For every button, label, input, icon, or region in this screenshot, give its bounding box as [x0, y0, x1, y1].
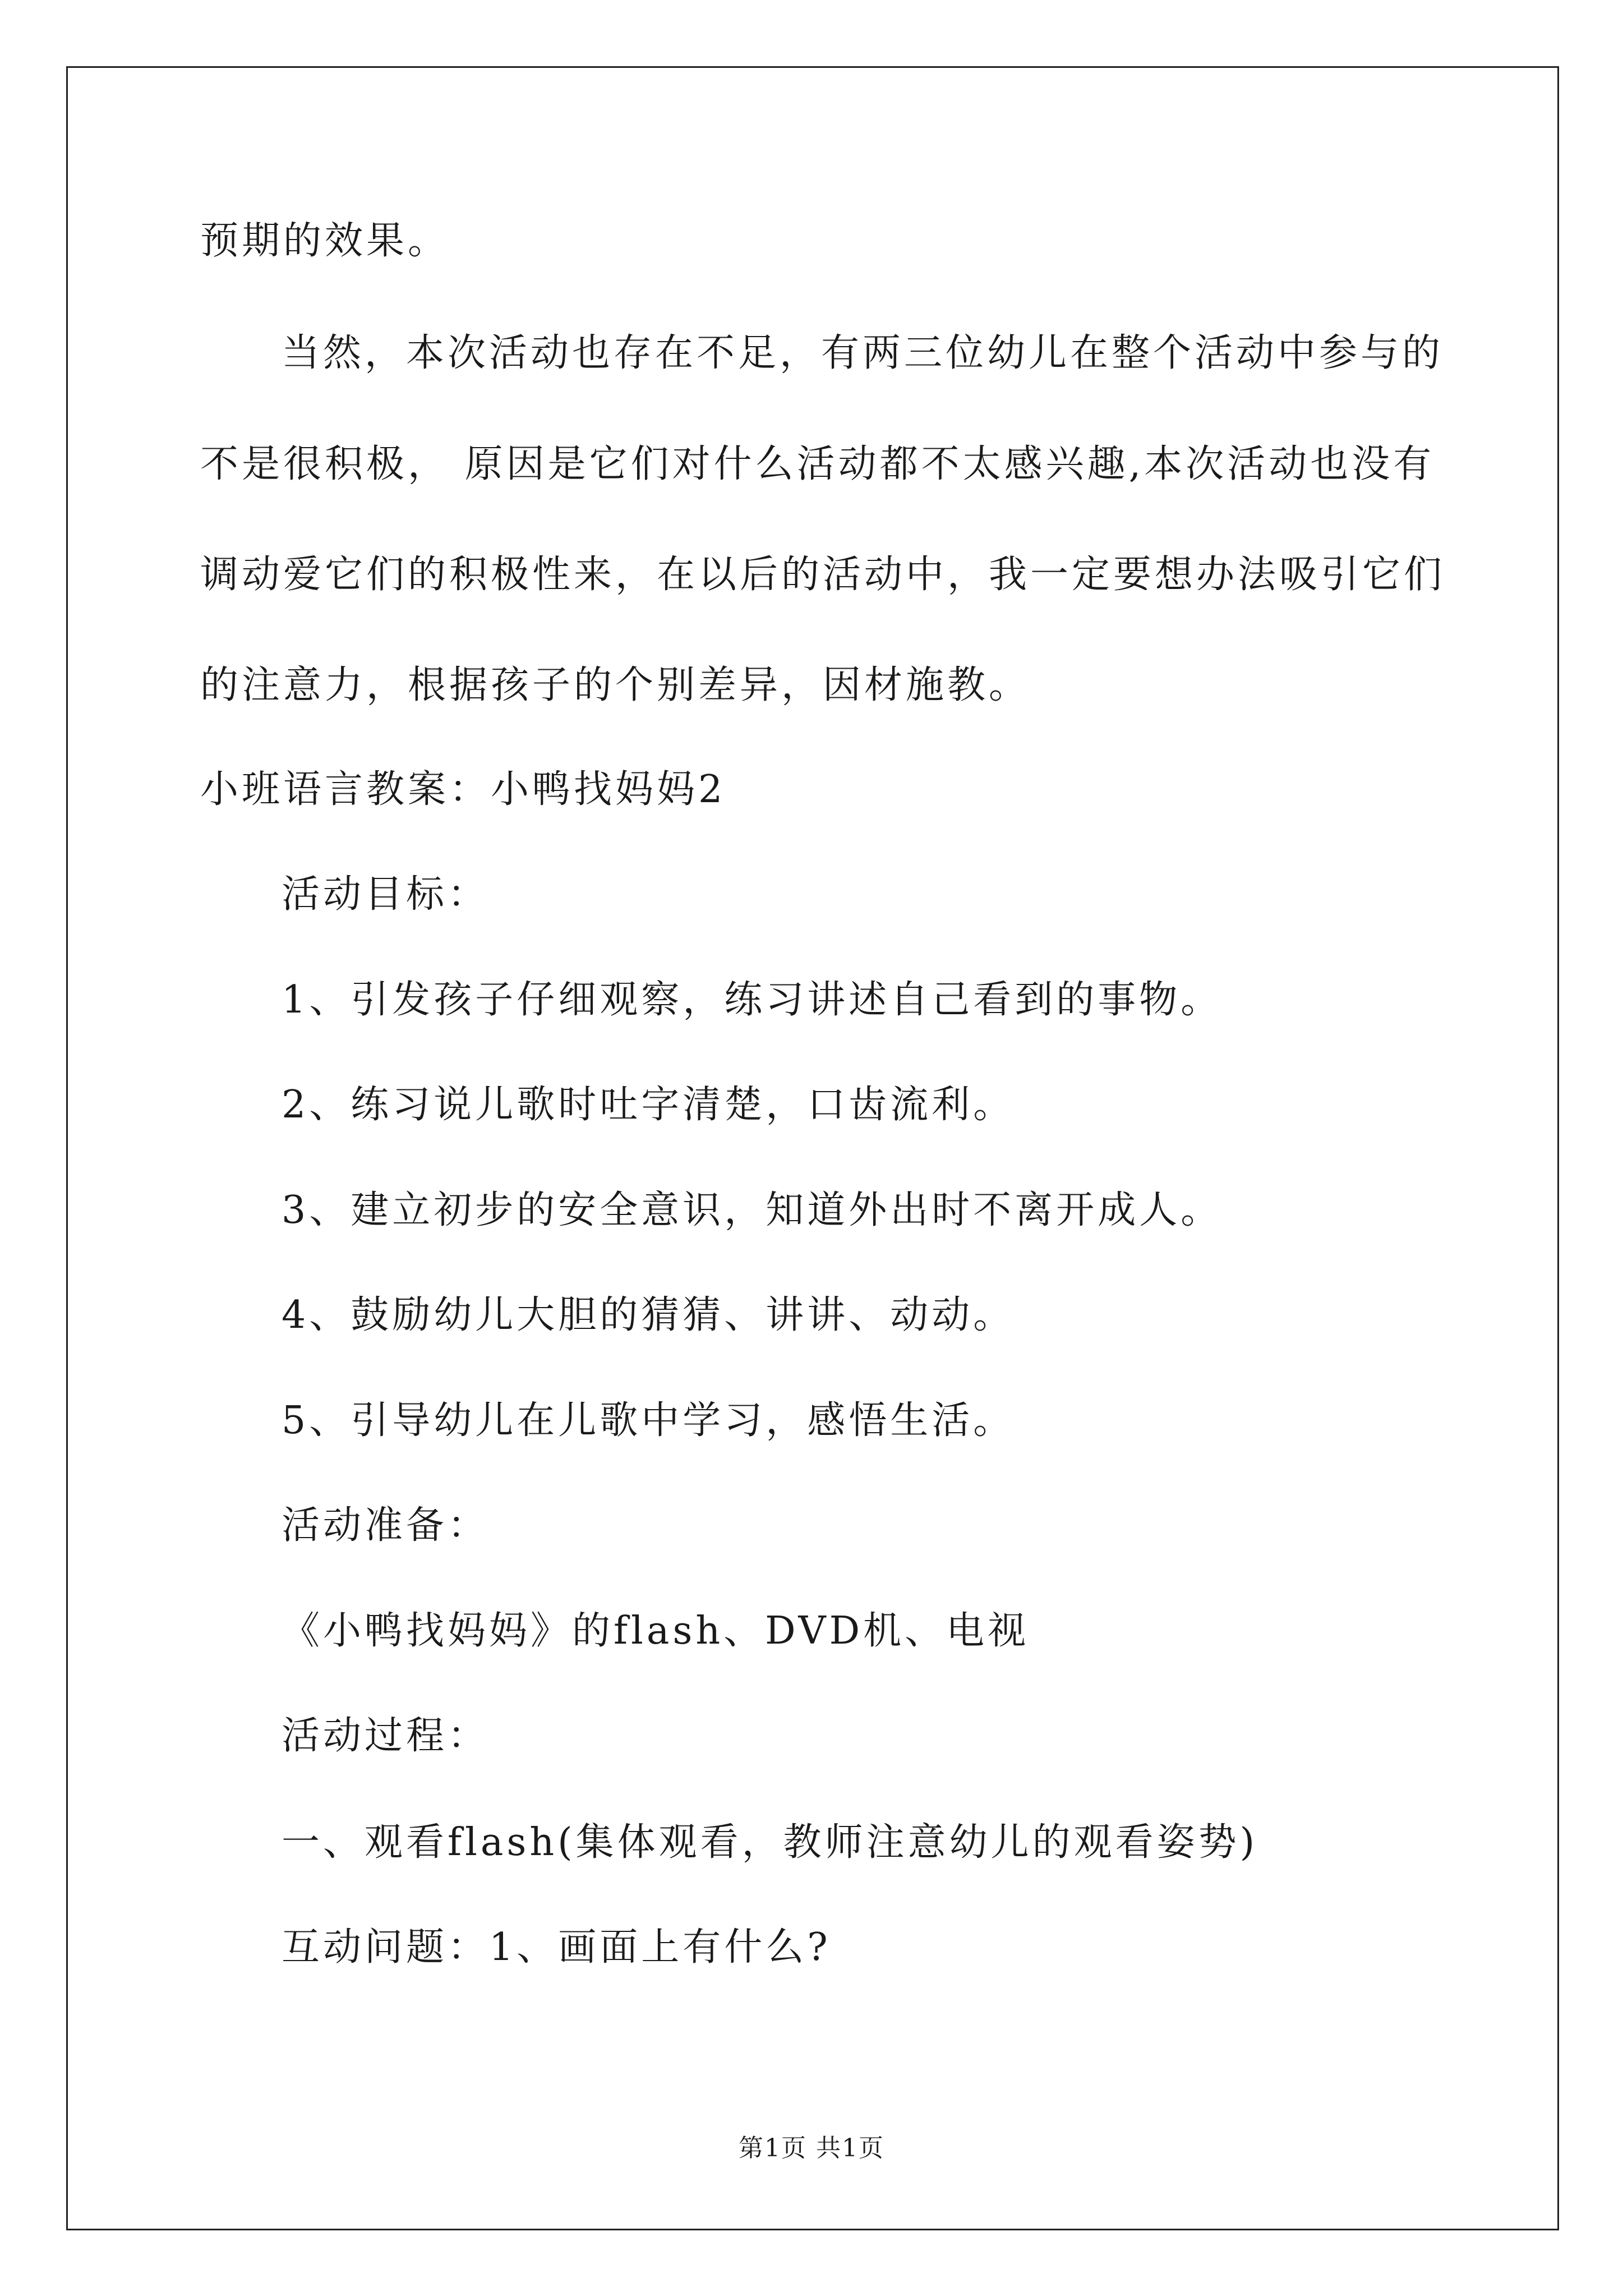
section-heading: 活动目标： [282, 872, 490, 917]
list-item: 2、练习说儿歌时吐字清楚，口齿流利。 [282, 1083, 1015, 1127]
list-item: 4、鼓励幼儿大胆的猜猜、讲讲、动动。 [282, 1293, 1015, 1337]
paragraph-line: 当然，本次活动也存在不足，有两三位幼儿在整个活动中参与的 [282, 331, 1444, 375]
paragraph-line: 不是很积极， 原因是它们对什么活动都不太感兴趣,本次活动也没有 [200, 442, 1435, 486]
list-item: 1、引发孩子仔细观察，练习讲述自己看到的事物。 [282, 978, 1223, 1022]
page-border [66, 66, 1559, 2230]
section-title: 小班语言教案：小鸭找妈妈2 [200, 767, 726, 812]
list-item: 5、引导幼儿在儿歌中学习，感悟生活。 [282, 1398, 1015, 1443]
section-heading: 活动准备： [282, 1503, 490, 1548]
paragraph-line: 调动爱它们的积极性来，在以后的活动中，我一定要想办法吸引它们 [200, 553, 1446, 597]
paragraph-line: 互动问题：1、画面上有什么? [282, 1925, 831, 1970]
paragraph-line: 一、观看flash(集体观看，教师注意幼儿的观看姿势) [282, 1820, 1258, 1865]
paragraph-line: 的注意力，根据孩子的个别差异，因材施教。 [200, 663, 1031, 707]
paragraph-line: 预期的效果。 [200, 219, 450, 263]
paragraph-line: 《小鸭找妈妈》的flash、DVD机、电视 [282, 1609, 1030, 1653]
page-number: 第1页 共1页 [739, 2134, 884, 2162]
section-heading: 活动过程： [282, 1714, 490, 1758]
list-item: 3、建立初步的安全意识，知道外出时不离开成人。 [282, 1188, 1223, 1232]
